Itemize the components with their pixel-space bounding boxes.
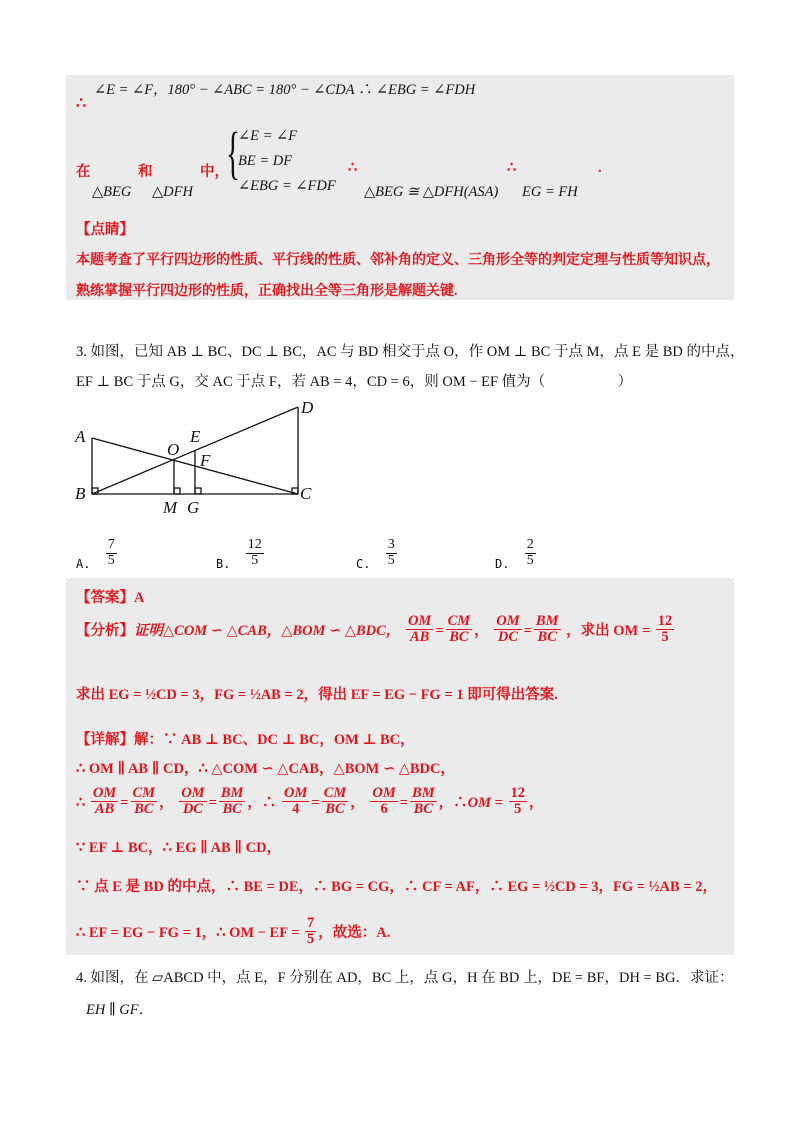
detail-line-6: ∴ EF = EG − FG = 1，∴ OM − EF = $\frac{7}{5}$ ，故选：A.: [76, 915, 391, 948]
label-b: B: [75, 484, 86, 503]
word-zai: 在: [76, 164, 91, 180]
detail-line-5: ∵ 点 E 是 BD 的中点，∴ BE = DE，∴ BG = CG，∴ CF = AF，∴ EG = ½CD = 3，FG = ½AB = 2，: [76, 879, 717, 895]
detail-line-3: ∴ $\frac{OM}{AB}$ = $\frac{CM}{BC}$ ， $\frac{OM}{DC}$ = $\frac{BM}{BC}$ ，∴ $\frac{OM}{4}$ = $\frac{CM}{BC}$ ， $\frac{OM}{6}$ = $\frac{BM}{BC}$ ，∴OM = $\frac{12}{5}$ ，: [76, 785, 544, 818]
comment-line-2: 熟练掌握平行四边形的性质，正确找出全等三角形是解题关键.: [76, 284, 458, 299]
label-c: C: [300, 484, 312, 503]
label-d: D: [301, 398, 314, 417]
system-eq-2: BE = DF: [238, 153, 293, 169]
congruence-conclusion: △BEG ≅ △DFH(ASA): [364, 184, 499, 200]
word-he: 和: [138, 164, 153, 180]
question-3-line-1: 3. 如图，已知 AB ⊥ BC、DC ⊥ BC，AC 与 BD 相交于点 O，作 OM ⊥ BC 于点 M，点 E 是 BD 的中点，: [76, 344, 745, 360]
detail-line-1: 【详解】解：∵ AB ⊥ BC、DC ⊥ BC，OM ⊥ BC，: [76, 732, 415, 748]
question-3-line-2: EF ⊥ BC 于点 G，交 AC 于点 F，若 AB = 4，CD = 6，则 OM − EF 值为（ ）: [76, 374, 633, 390]
detail-line-2: ∴ OM ∥ AB ∥ CD，∴ △COM ∽ △CAB，△BOM ∽ △BDC，: [76, 761, 456, 777]
system-eq-1: ∠E = ∠F: [238, 128, 298, 144]
right-angle-g: [195, 488, 201, 494]
option-c[interactable]: C. $\frac{3}{5}$: [356, 537, 395, 571]
option-a[interactable]: A. $\frac{7}{5}$: [76, 537, 115, 571]
option-b[interactable]: B. $\frac{12}{5}$: [216, 537, 262, 571]
therefore-1: ∴: [348, 160, 358, 176]
question-4-line-1: 4. 如图，在 ▱ABCD 中，点 E，F 分别在 AD，BC 上，点 G，H 在 BD 上，DE = BF，DH = BG．求证：: [76, 970, 734, 986]
right-angle-m: [174, 488, 180, 494]
eg-equals-fh: EG = FH: [522, 184, 578, 200]
label-g: G: [187, 498, 200, 517]
therefore-2: ∴: [507, 160, 517, 176]
left-brace: {: [226, 120, 240, 185]
therefore-symbol: ∴: [76, 95, 87, 112]
answer-line: 【答案】A: [76, 590, 145, 606]
word-zhong: 中，: [200, 164, 229, 180]
analysis-line-2: 求出 EG = ½CD = 3，FG = ½AB = 2，得出 EF = EG − FG = 1 即可得出答案.: [76, 687, 558, 703]
label-f: F: [200, 451, 211, 470]
geometry-figure: [72, 398, 332, 518]
comment-line-1: 本题考查了平行四边形的性质、平行线的性质、邻补角的定义、三角形全等的判定定理与性质等知识点，: [76, 253, 720, 268]
label-o: O: [167, 440, 180, 459]
detail-line-4: ∵ EF ⊥ BC，∴ EG ∥ AB ∥ CD，: [76, 840, 282, 856]
label-e: E: [190, 427, 201, 446]
analysis-line-1: 【分析】证明△COM ∽ △CAB，△BOM ∽ △BDC， $\frac{OM}{AB}$ = $\frac{CM}{BC}$ ， $\frac{OM}{DC}$ = $\frac{BM}{BC}$ ，求出 OM = $\frac{12}{5}$: [76, 613, 673, 646]
comment-heading: 【点睛】: [76, 222, 134, 238]
question-4-line-2: EH ∥ GF．: [86, 1002, 154, 1018]
label-a: A: [75, 427, 86, 446]
final-period: .: [598, 160, 602, 176]
triangle-beg: △BEG: [92, 184, 132, 200]
label-m: M: [163, 498, 178, 517]
option-d[interactable]: D. $\frac{2}{5}$: [495, 537, 534, 571]
triangle-dfh: △DFH: [152, 184, 193, 200]
system-eq-3: ∠EBG = ∠FDF: [238, 178, 336, 194]
top-line-1: ∠E = ∠F，180° − ∠ABC = 180° − ∠CDA ∴ ∠EBG = ∠FDH: [94, 82, 476, 98]
